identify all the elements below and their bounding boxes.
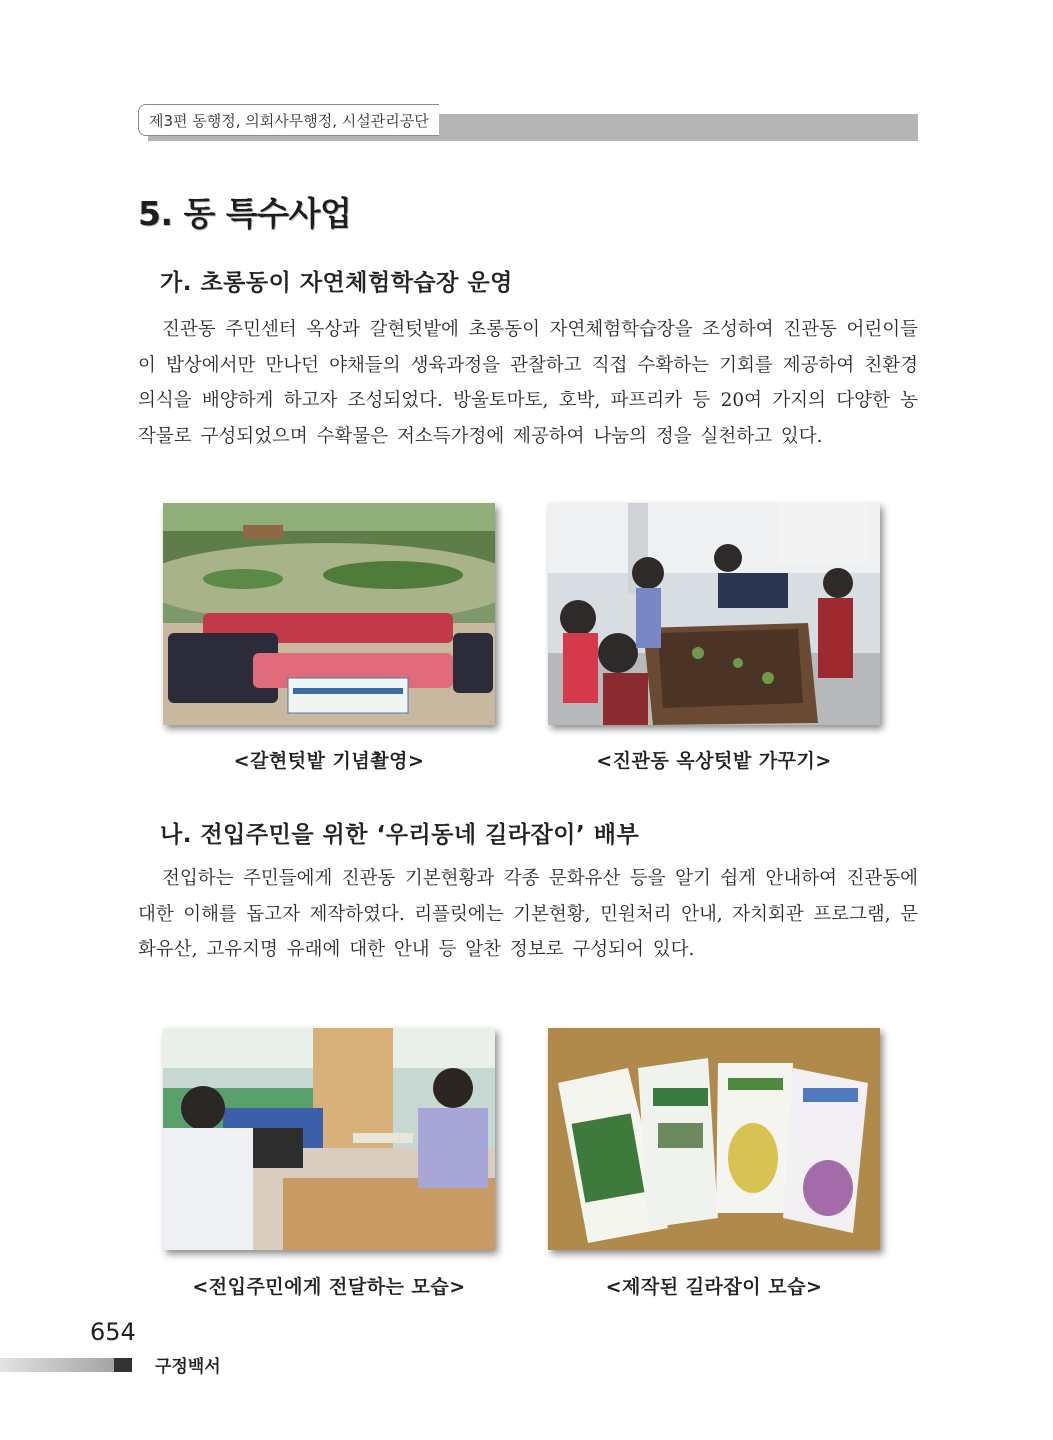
subsection-title-2: 나. 전입주민을 위한 ‘우리동네 길라잡이’ 배부 [160,822,640,848]
photo-caption-4: <제작된 길라잡이 모습> [605,1276,823,1298]
subsection-body-1: 진관동 주민센터 옥상과 갈현텃밭에 초롱동이 자연체험학습장을 조성하여 진관동 어린이들이 밥상에서만 만나던 야채들의 생육과정을 관찰하고 직접 수확하는 기회를 제공하여 친환경 의식을 배양하게 하고자 조성되었다. 방울토마토, 호박, 파프리카 등 20여 가지의 다양한 농작물로 구성되었으며 수확물은 저소득가정에 제공하여 나눔의 정을 실천하고 있다. [138,319,918,447]
subsection-body-2: 전입하는 주민들에게 진관동 기본현황과 각종 문화유산 등을 알기 쉽게 안내하여 진관동에 대한 이해를 돕고자 제작하였다. 리플릿에는 기본현황, 민원처리 안내, 자치회관 프로그램, 문화유산, 고유지명 유래에 대한 안내 등 알찬 정보로 구성되어 있다. [138,868,918,960]
section-title: 5. 동 특수사업 [138,194,352,233]
footer-marker [114,1358,132,1372]
garden-group-photo [163,503,495,725]
photo-caption-3: <전입주민에게 전달하는 모습> [192,1276,466,1298]
page-number: 654 [90,1318,136,1346]
subsection-title-1: 가. 초롱동이 자연체험학습장 운영 [160,270,513,296]
service-desk-photo [163,1028,495,1250]
photo-caption-1: <갈현텃밭 기념촬영> [233,750,425,772]
book-title: 구정백서 [155,1357,221,1377]
chapter-header: 제3편 동행정, 의회사무행정, 시설관리공단 [138,104,439,136]
footer-bar [0,1358,132,1372]
rooftop-garden-photo [548,503,880,725]
guide-leaflet-photo [548,1028,880,1250]
photo-caption-2: <진관동 옥상텃밭 가꾸기> [596,750,832,772]
